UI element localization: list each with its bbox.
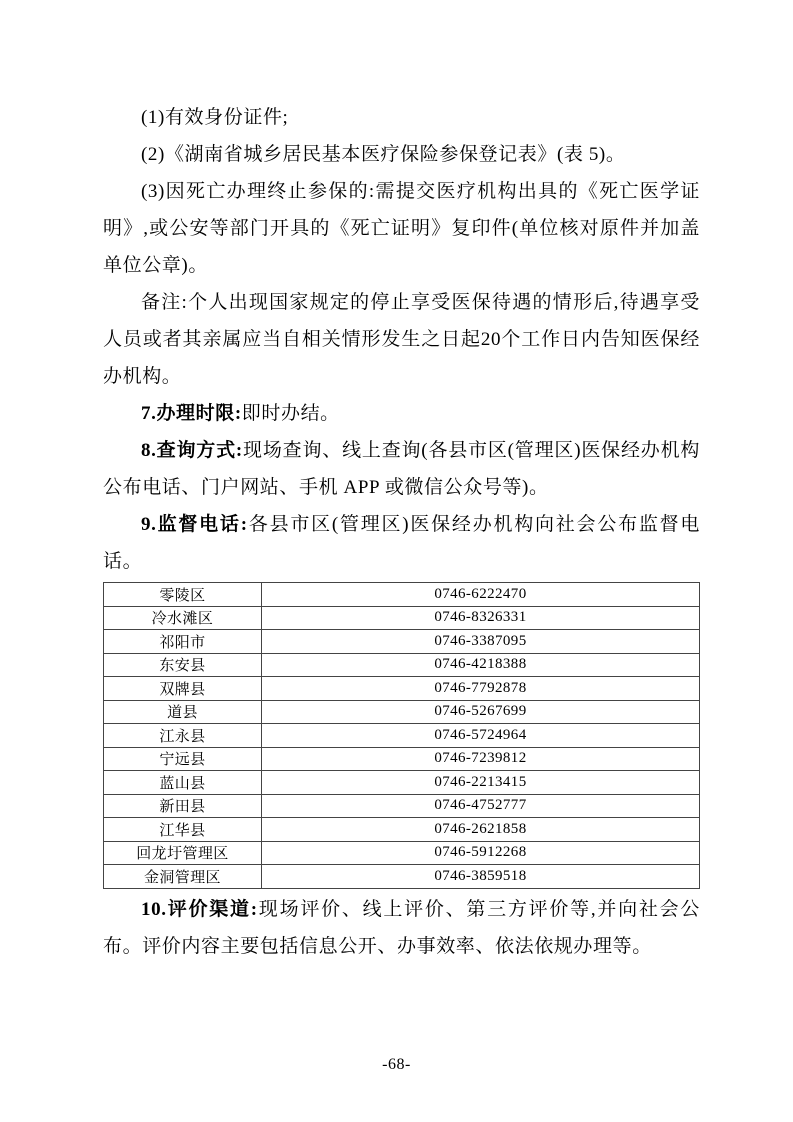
district-cell: 冷水滩区: [104, 606, 262, 630]
paragraph-text: (2)《湖南省城乡居民基本医疗保险参保登记表》(表 5)。: [141, 144, 626, 165]
table-row: [104, 724, 700, 748]
district-cell: 祁阳市: [104, 630, 262, 654]
paragraph-supervision-phone: [103, 506, 700, 580]
phone-cell: 0746-5267699: [261, 700, 699, 724]
phone-cell: 0746-5724964: [261, 724, 699, 748]
table-row: [104, 818, 700, 842]
district-cell: 东安县: [104, 653, 262, 677]
paragraph-item-2: [103, 136, 700, 173]
district-cell: 金洞管理区: [104, 865, 262, 889]
paragraph-lead: 7.办理时限:: [141, 403, 242, 424]
district-cell: 蓝山县: [104, 771, 262, 795]
district-cell: 双牌县: [104, 677, 262, 701]
table-row: [104, 747, 700, 771]
table-row: [104, 630, 700, 654]
paragraph-text: 现场查询、线上查询(各县市区(管理区)医保经办机构公布电话、门户网站、手机 APP 或微信公众号等)。: [103, 440, 701, 498]
phone-cell: 0746-6222470: [261, 583, 699, 607]
phone-cell: 0746-3387095: [261, 630, 699, 654]
phone-cell: 0746-3859518: [261, 865, 699, 889]
paragraph-item-1: [103, 99, 700, 136]
phone-cell: 0746-2213415: [261, 771, 699, 795]
paragraph-text: (3)因死亡办理终止参保的:需提交医疗机构出具的《死亡医学证明》,或公安等部门开具的《死亡证明》复印件(单位核对原件并加盖单位公章)。: [103, 181, 700, 276]
district-cell: 新田县: [104, 794, 262, 818]
phone-cell: 0746-8326331: [261, 606, 699, 630]
paragraph-processing-time: [103, 395, 700, 432]
paragraph-item-3: [103, 173, 700, 284]
table-row: [104, 771, 700, 795]
paragraph-query-method: [103, 432, 700, 506]
table-row: [104, 794, 700, 818]
table-row: [104, 841, 700, 865]
paragraph-lead: 10.评价渠道:: [141, 898, 258, 920]
table-row: [104, 700, 700, 724]
phone-cell: 0746-4218388: [261, 653, 699, 677]
paragraph-remark: [103, 284, 700, 395]
phone-cell: 0746-7239812: [261, 747, 699, 771]
table-row: [104, 653, 700, 677]
page-number: -68-: [382, 1056, 411, 1073]
paragraph-text: 现场评价、线上评价、第三方评价等,并向社会公布。评价内容主要包括信息公开、办事效率、依法依规办理等。: [103, 898, 700, 957]
paragraph-text: 备注:个人出现国家规定的停止享受医保待遇的情形后,待遇享受人员或者其亲属应当自相关情形发生之日起20个工作日内告知医保经办机构。: [103, 292, 700, 387]
district-cell: 道县: [104, 700, 262, 724]
paragraph-text: 即时办结。: [241, 403, 340, 424]
phone-cell: 0746-5912268: [261, 841, 699, 865]
district-cell: 零陵区: [104, 583, 262, 607]
paragraph-text: 各县市区(管理区)医保经办机构向社会公布监督电话。: [103, 514, 700, 572]
district-cell: 江华县: [104, 818, 262, 842]
paragraph-text: (1)有效身份证件;: [141, 107, 289, 128]
phone-cell: 0746-2621858: [261, 818, 699, 842]
table-row: [104, 606, 700, 630]
district-cell: 江永县: [104, 724, 262, 748]
phone-cell: 0746-4752777: [261, 794, 699, 818]
supervision-phone-table: [103, 582, 700, 889]
paragraph-lead: 9.监督电话:: [141, 514, 248, 535]
table-row: [104, 865, 700, 889]
table-row: [104, 677, 700, 701]
paragraph-evaluation-channel: [103, 891, 700, 965]
district-cell: 宁远县: [104, 747, 262, 771]
paragraph-lead: 8.查询方式:: [141, 440, 243, 461]
phone-cell: 0746-7792878: [261, 677, 699, 701]
document-content: [103, 99, 700, 965]
district-cell: 回龙圩管理区: [104, 841, 262, 865]
table-row: [104, 583, 700, 607]
